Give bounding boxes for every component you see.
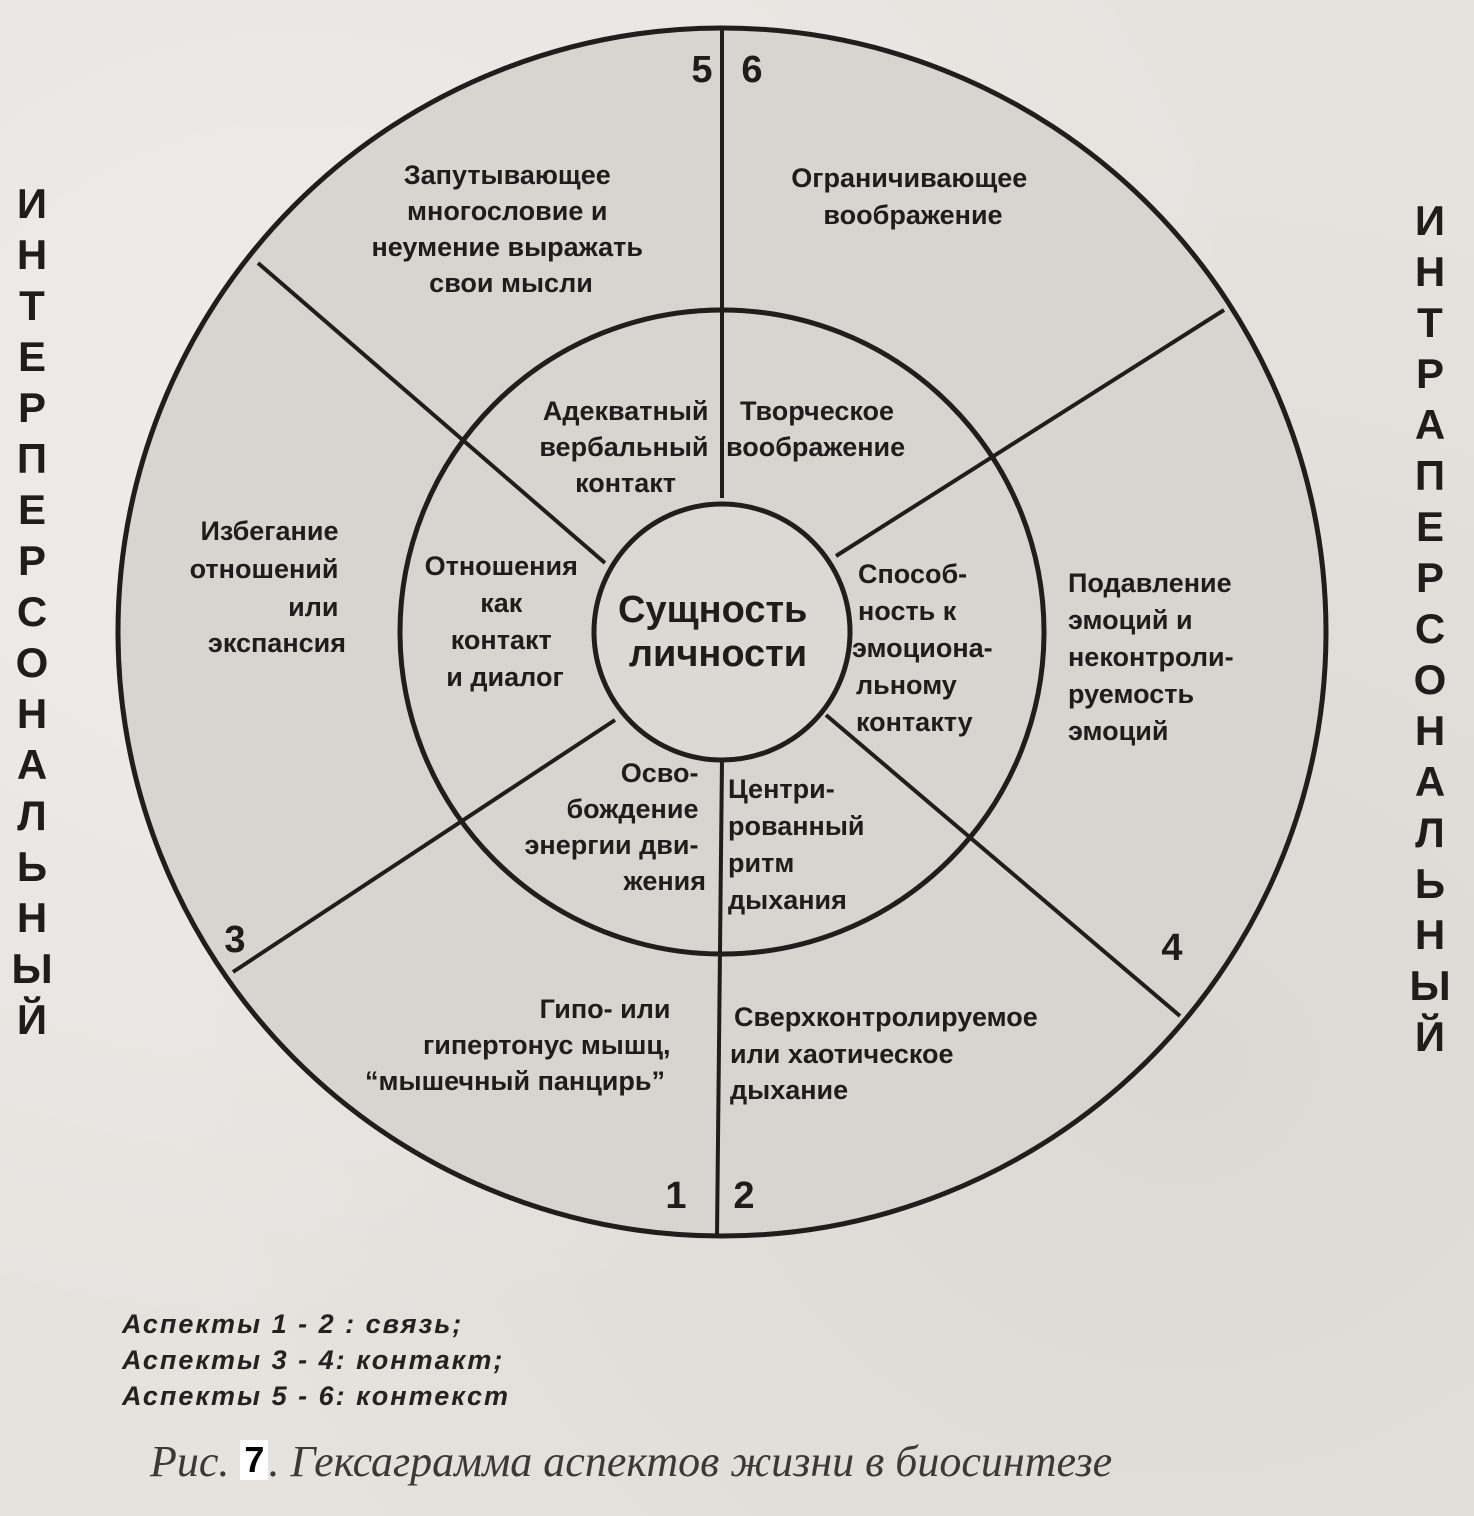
text-line: или хаотическое <box>730 1039 954 1069</box>
text-line: или <box>288 592 339 622</box>
vertical-letter: Р <box>1415 350 1444 397</box>
sector-number-1: 1 <box>665 1175 687 1217</box>
text-line: неумение выражать <box>371 232 644 262</box>
text-line: Запутывающее <box>403 160 611 190</box>
vertical-letter: Н <box>1414 248 1446 295</box>
caption-prefix: Рис. <box>150 1437 241 1486</box>
caption-text: . Гексаграмма аспектов жизни в биосинтезе <box>268 1437 1113 1486</box>
text-line: Способ- <box>858 559 968 589</box>
text-line: отношений <box>189 554 339 584</box>
text-line: воображение <box>823 200 1003 230</box>
center-label-line: Сущность <box>618 589 808 631</box>
vertical-letter: П <box>1414 452 1446 499</box>
text-line: жения <box>623 866 706 896</box>
vertical-letter: О <box>1413 656 1447 703</box>
text-line: воображение <box>726 432 906 462</box>
vertical-letter: Ы <box>11 945 53 992</box>
text-line: Гипо- или <box>539 994 671 1024</box>
vertical-letter: И <box>16 180 48 227</box>
vertical-letter: Н <box>16 231 48 278</box>
vertical-letter: Ь <box>1414 860 1446 907</box>
vertical-letter: С <box>1414 605 1446 652</box>
text-line: дыхание <box>730 1075 849 1105</box>
text-line: свои мысли <box>429 268 593 298</box>
text-line: Сверхконтролируемое <box>734 1002 1038 1032</box>
vertical-letter: Й <box>1414 1013 1446 1060</box>
vertical-letter: Е <box>17 486 46 533</box>
aspects-legend <box>122 1306 510 1414</box>
text-line: Отношения <box>424 551 578 581</box>
vertical-letter: И <box>1414 197 1446 244</box>
text-line: дыхания <box>728 885 847 915</box>
text-line: энергии дви- <box>524 830 699 860</box>
vertical-letter: С <box>16 588 48 635</box>
sector-number-5: 5 <box>691 49 713 91</box>
vertical-letter: Р <box>17 537 46 584</box>
text-line: Адекватный <box>542 396 709 426</box>
text-line: ность к <box>858 596 957 626</box>
sector-number-4: 4 <box>1161 927 1183 969</box>
legend-line: Аспекты 5 - 6: контекст <box>122 1381 510 1411</box>
text-line: рованный <box>728 811 865 841</box>
vertical-letter: Й <box>16 996 48 1043</box>
text-line: Ограничивающее <box>791 163 1028 193</box>
text-line: эмоциона- <box>852 633 993 663</box>
figure-caption <box>150 1436 1112 1487</box>
text-line: Подавление <box>1068 568 1232 598</box>
vertical-letter: Ь <box>16 843 48 890</box>
text-line: бождение <box>566 794 699 824</box>
text-line: экспансия <box>207 628 346 658</box>
text-line: неконтроли- <box>1068 642 1234 672</box>
vertical-letter: Р <box>1415 554 1444 601</box>
vertical-label-interpersonal <box>2 178 62 1045</box>
vertical-letter: Л <box>1415 809 1445 856</box>
sector-number-3: 3 <box>224 919 246 961</box>
vertical-letter: О <box>15 639 49 686</box>
text-line: руемость <box>1068 679 1195 709</box>
vertical-letter: П <box>16 435 48 482</box>
vertical-letter: Е <box>1415 503 1444 550</box>
sector-number-2: 2 <box>733 1175 755 1217</box>
vertical-label-intrapersonal <box>1400 195 1460 1062</box>
figure-number: 7 <box>240 1440 268 1480</box>
text-line: Творческое <box>740 396 895 426</box>
text-line: и диалог <box>446 662 564 692</box>
sector-number-6: 6 <box>741 49 763 91</box>
text-line: льному <box>856 670 957 700</box>
vertical-letter: Л <box>17 792 47 839</box>
text-line: контакт <box>450 625 552 655</box>
legend-line: Аспекты 3 - 4: контакт; <box>122 1345 505 1375</box>
vertical-letter: Т <box>19 282 45 329</box>
vertical-letter: Т <box>1417 299 1443 346</box>
legend-line: Аспекты 1 - 2 : связь; <box>122 1309 464 1339</box>
text-line: многословие и <box>407 196 608 226</box>
vertical-letter: Ы <box>1409 962 1451 1009</box>
vertical-letter: Р <box>17 384 46 431</box>
vertical-letter: А <box>16 741 48 788</box>
text-line: как <box>480 588 523 618</box>
text-line: гипертонус мышц, <box>423 1030 671 1060</box>
text-line: Осво- <box>620 758 699 788</box>
center-circle <box>594 504 850 760</box>
center-label-line: личности <box>628 633 808 675</box>
text-line: контакту <box>856 707 973 737</box>
vertical-letter: Н <box>1414 707 1446 754</box>
text-line: ритм <box>728 848 795 878</box>
vertical-letter: Н <box>16 690 48 737</box>
text-line: вербальный <box>539 432 709 462</box>
vertical-letter: Н <box>1414 911 1446 958</box>
text-line: эмоций <box>1068 716 1169 746</box>
text-line: “мышечный панцирь” <box>365 1066 665 1096</box>
text-line: Избегание <box>200 516 339 546</box>
vertical-letter: А <box>1414 401 1446 448</box>
text-line: эмоций и <box>1068 605 1193 635</box>
vertical-letter: Н <box>16 894 48 941</box>
text-line: контакт <box>575 468 676 498</box>
vertical-letter: А <box>1414 758 1446 805</box>
vertical-letter: Е <box>17 333 46 380</box>
text-line: Центри- <box>728 774 835 804</box>
